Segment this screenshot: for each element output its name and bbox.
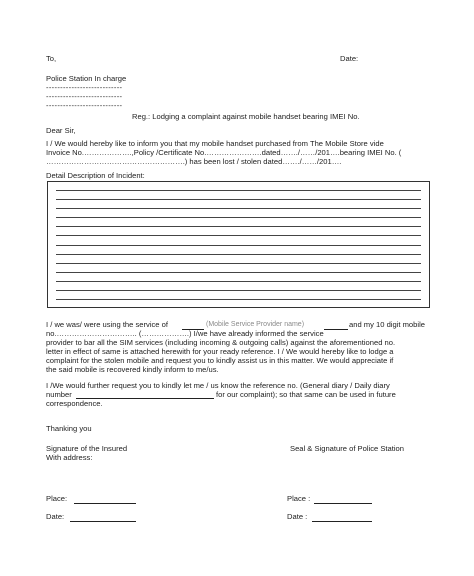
thanking-text: Thanking you: [46, 424, 92, 433]
reference-line-2-suffix: for our complaint); so that same can be used in future: [216, 390, 396, 399]
service-line-4: letter in effect of same is attached herewith for your ready reference. I / We would hereby like to lodge a: [46, 347, 394, 356]
salutation: Dear Sir,: [46, 126, 76, 135]
seal-signature-label: Seal & Signature of Police Station: [290, 444, 404, 453]
service-line-6: the said mobile is recovered kindly inform to me/us.: [46, 365, 219, 374]
service-line-5: complaint for the stolen mobile and request you to kindly assist us in this matter. We would appreciate if: [46, 356, 394, 365]
date-label-right: Date :: [287, 512, 308, 521]
intro-line-3: ……………………………………………….) has been lost / stolen dated……./……/201….: [46, 157, 342, 166]
place-label-right: Place :: [287, 494, 311, 503]
incident-rule-line: [56, 217, 421, 218]
date-label-left: Date:: [46, 512, 65, 521]
address-line-3: ---------------------------: [46, 101, 123, 110]
incident-rule-line: [56, 299, 421, 300]
incident-rule-line: [56, 290, 421, 291]
reference-line-1: I /We would further request you to kindly let me / us know the reference no. (General diary / Daily diary: [46, 381, 390, 390]
incident-rule-line: [56, 254, 421, 255]
date-field-left[interactable]: [70, 521, 136, 522]
incident-rule-line: [56, 245, 421, 246]
to-label: To,: [46, 54, 57, 63]
intro-line-2: Invoice No.……………….,Policy /Certificate No.………………….dated……./……/201….bearing IMEI No. (: [46, 148, 402, 157]
date-field-right[interactable]: [312, 521, 372, 522]
incident-rule-line: [56, 226, 421, 227]
incident-rule-line: [56, 235, 421, 236]
subject-line: Reg.: Lodging a complaint against mobile handset bearing IMEI No.: [132, 112, 360, 121]
service-line-2: no.………………………….. (……………….) I/we have already informed the service: [46, 329, 324, 338]
incident-rule-line: [56, 281, 421, 282]
place-label-left: Place:: [46, 494, 68, 503]
address-line-1: ---------------------------: [46, 83, 123, 92]
service-line-1-prefix: I / we was/ were using the service of: [46, 320, 168, 329]
service-line-1-suffix: and my 10 digit mobile: [349, 320, 425, 329]
with-address-label: With address:: [46, 453, 93, 462]
incident-label: Detail Description of Incident:: [46, 171, 145, 180]
incident-rule-line: [56, 190, 421, 191]
provider-placeholder[interactable]: (Mobile Service Provider name): [206, 321, 305, 328]
reference-line-2-prefix: number: [46, 390, 72, 399]
addressee: Police Station In charge: [46, 74, 127, 83]
incident-description-box[interactable]: [47, 181, 430, 308]
incident-rule-line: [56, 263, 421, 264]
date-label: Date:: [340, 54, 359, 63]
signature-insured-label: Signature of the Insured: [46, 444, 128, 453]
address-line-2: ---------------------------: [46, 92, 123, 101]
provider-underline-right: [324, 329, 348, 330]
place-field-right[interactable]: [314, 503, 372, 504]
service-line-3: provider to bar all the SIM services (including incoming & outgoing calls) against the aforementioned no.: [46, 338, 396, 347]
incident-rule-line: [56, 272, 421, 273]
place-field-left[interactable]: [74, 503, 136, 504]
intro-line-1: I / We would hereby like to inform you that my mobile handset purchased from The Mobile Store vide: [46, 139, 384, 148]
reference-line-3: correspondence.: [46, 399, 103, 408]
incident-rule-line: [56, 199, 421, 200]
incident-rule-line: [56, 208, 421, 209]
